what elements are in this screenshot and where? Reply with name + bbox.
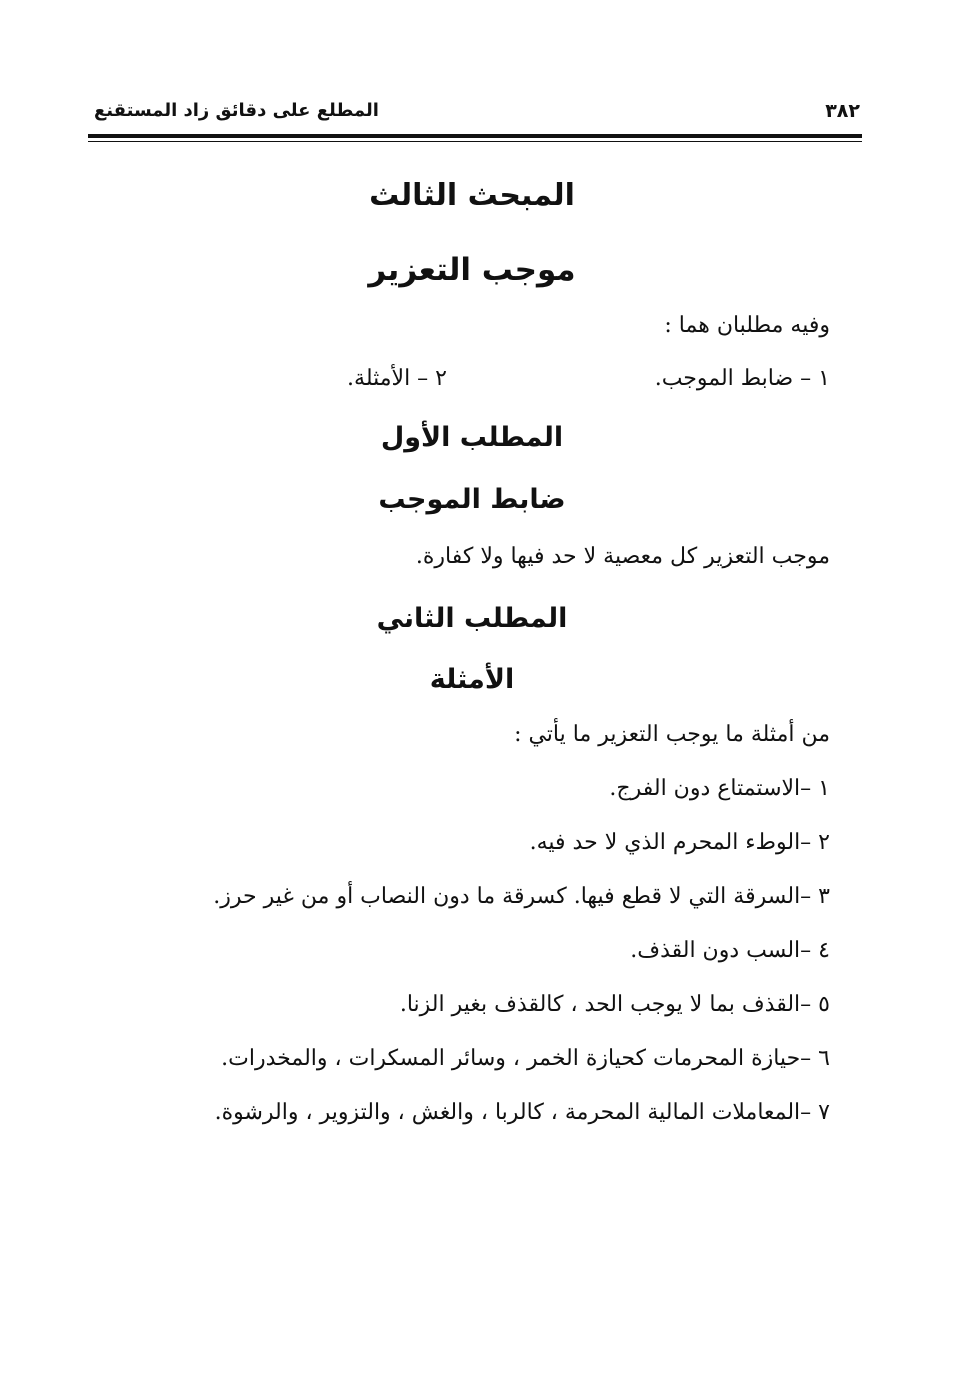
- second-requirement-subtitle: الأمثلة: [429, 664, 515, 695]
- first-requirement-title: المطلب الأول: [380, 422, 564, 453]
- first-requirement-subtitle: ضابط الموجب: [378, 484, 566, 515]
- topic-item-1: ١ – ضابط الموجب.: [654, 366, 830, 391]
- book-title: المطلع على دقائق زاد المستقنع: [94, 100, 379, 121]
- example-item-1: ١ –الاستمتاع دون الفرج.: [609, 776, 830, 801]
- section-subtitle: موجب التعزير: [368, 252, 576, 288]
- second-requirement-intro: من أمثلة ما يوجب التعزير ما يأتي :: [514, 722, 830, 747]
- header-rule-thick: [88, 134, 862, 138]
- header-rule-thin: [88, 141, 862, 142]
- second-requirement-title: المطلب الثاني: [376, 603, 568, 634]
- example-item-3: ٣ –السرقة التي لا قطع فيها. كسرقة ما دون النصاب أو من غير حرز.: [213, 884, 830, 909]
- running-header: [92, 100, 862, 130]
- section-title: المبحث الثالث: [369, 178, 575, 213]
- example-item-6: ٦ –حيازة المحرمات كحيازة الخمر ، وسائر المسكرات ، والمخدرات.: [221, 1046, 830, 1071]
- example-item-7: ٧ –المعاملات المالية المحرمة ، كالربا ، والغش ، والتزوير ، والرشوة.: [214, 1100, 830, 1125]
- page-number: ٣٨٢: [825, 100, 860, 122]
- section-intro: وفيه مطلبان هما :: [664, 313, 830, 338]
- example-item-4: ٤ –السب دون القذف.: [630, 938, 830, 963]
- first-requirement-text: موجب التعزير كل معصية لا حد فيها ولا كفارة.: [415, 544, 830, 569]
- topic-item-2: ٢ – الأمثلة.: [347, 366, 447, 391]
- example-item-2: ٢ –الوطء المحرم الذي لا حد فيه.: [529, 830, 830, 855]
- example-item-5: ٥ –القذف بما لا يوجب الحد ، كالقذف بغير الزنا.: [399, 992, 830, 1017]
